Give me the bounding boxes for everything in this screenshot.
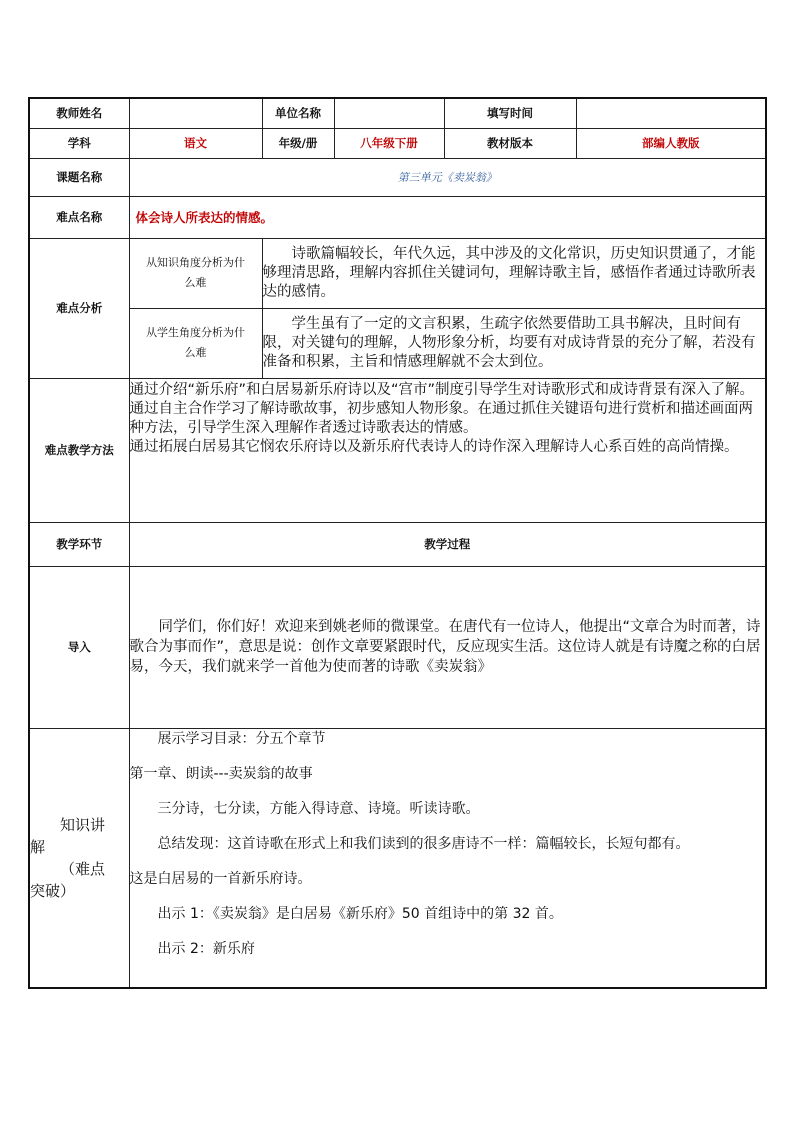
intro-label: 导入 xyxy=(29,566,129,728)
teacher-name-value xyxy=(129,98,262,128)
process-paragraph: 出示 1：《卖炭翁》是白居易《新乐府》50 首组诗中的第 32 首。 xyxy=(157,905,563,922)
process-paragraph: 这是白居易的一首新乐府诗。 xyxy=(129,870,312,887)
analysis-row-knowledge xyxy=(29,238,766,308)
difficulty-row xyxy=(29,196,766,238)
process-paragraph: 展示学习目录：分五个章节 xyxy=(157,730,326,747)
process-paragraph: 总结发现：这首诗歌在形式上和我们读到的很多唐诗不一样：篇幅较长，长短句都有。 xyxy=(157,835,690,852)
difficulty-value: 体会诗人所表达的情感。 xyxy=(129,196,766,238)
knowledge-label-line2: 解 xyxy=(30,837,46,856)
student-angle-label: 从学生角度分析为什么难 xyxy=(129,308,262,378)
topic-row xyxy=(29,158,766,196)
topic-label: 课题名称 xyxy=(29,158,129,196)
difficulty-label: 难点名称 xyxy=(29,196,129,238)
methods-row xyxy=(29,378,766,522)
subject-value: 语文 xyxy=(129,128,262,158)
intro-row xyxy=(29,566,766,728)
knowledge-label-line1: 知识讲 xyxy=(60,815,106,834)
lesson-plan-table xyxy=(28,97,767,989)
knowledge-content xyxy=(129,728,766,988)
method-item: 通过拓展白居易其它悯农乐府诗以及新乐府代表诗人的诗作深入理解诗人心系百姓的高尚情操。 xyxy=(129,438,739,455)
edition-label: 教材版本 xyxy=(444,128,576,158)
intro-text: 同学们，你们好！欢迎来到姚老师的微课堂。在唐代有一位诗人，他提出“文章合为时而著，诗歌合为事而作”，意思是说：创作文章要紧跟时代，反应现实生活。这位诗人就是有诗魔之称的白居易，今天，我们就来学一首他为使而著的诗歌《卖炭翁》 xyxy=(129,566,766,728)
date-value xyxy=(576,98,766,128)
process-header: 教学过程 xyxy=(129,522,766,566)
info-row-2 xyxy=(29,128,766,158)
student-angle-text: 学生虽有了一定的文言积累，生疏字依然要借助工具书解决，且时间有限，对关键句的理解，人物形象分析，均要有对成诗背景的充分了解，若没有准备和积累，主旨和情感理解就不会太到位。 xyxy=(262,308,766,378)
grade-label: 年级/册 xyxy=(262,128,334,158)
grade-value: 八年级下册 xyxy=(334,128,444,158)
process-paragraph: 第一章、朗读---卖炭翁的故事 xyxy=(129,765,313,782)
topic-value: 第三单元《卖炭翁》 xyxy=(129,158,766,196)
knowledge-angle-text: 诗歌篇幅较长，年代久远，其中涉及的文化常识，历史知识贯通了，才能够理清思路，理解内容抓住关键词句，理解诗歌主旨，感悟作者通过诗歌所表达的感情。 xyxy=(262,238,766,308)
knowledge-label xyxy=(29,728,129,988)
stage-header: 教学环节 xyxy=(29,522,129,566)
method-item: 通过自主合作学习了解诗歌故事，初步感知人物形象。在通过抓住关键语句进行赏析和描述画面两种方法，引导学生深入理解作者透过诗歌表达的情感。 xyxy=(129,400,753,436)
unit-label: 单位名称 xyxy=(262,98,334,128)
knowledge-label-line4: 突破） xyxy=(30,881,76,900)
method-item: 通过介绍“新乐府”和白居易新乐府诗以及“宫市”制度引导学生对诗歌形式和成诗背景有深入了解。 xyxy=(129,381,755,398)
knowledge-angle-label: 从知识角度分析为什么难 xyxy=(129,238,262,308)
subject-label: 学科 xyxy=(29,128,129,158)
analysis-row-student xyxy=(29,308,766,378)
analysis-label: 难点分析 xyxy=(29,238,129,378)
knowledge-row xyxy=(29,728,766,988)
unit-value xyxy=(334,98,444,128)
knowledge-label-line3: （难点 xyxy=(60,859,106,878)
info-row-1 xyxy=(29,98,766,128)
process-header-row xyxy=(29,522,766,566)
edition-value: 部编人教版 xyxy=(576,128,766,158)
teacher-name-label: 教师姓名 xyxy=(29,98,129,128)
methods-label: 难点教学方法 xyxy=(29,378,129,522)
process-paragraph: 出示 2：新乐府 xyxy=(157,940,255,957)
methods-list xyxy=(129,378,766,522)
process-paragraph: 三分诗，七分读，方能入得诗意、诗境。听读诗歌。 xyxy=(157,800,480,817)
date-label: 填写时间 xyxy=(444,98,576,128)
